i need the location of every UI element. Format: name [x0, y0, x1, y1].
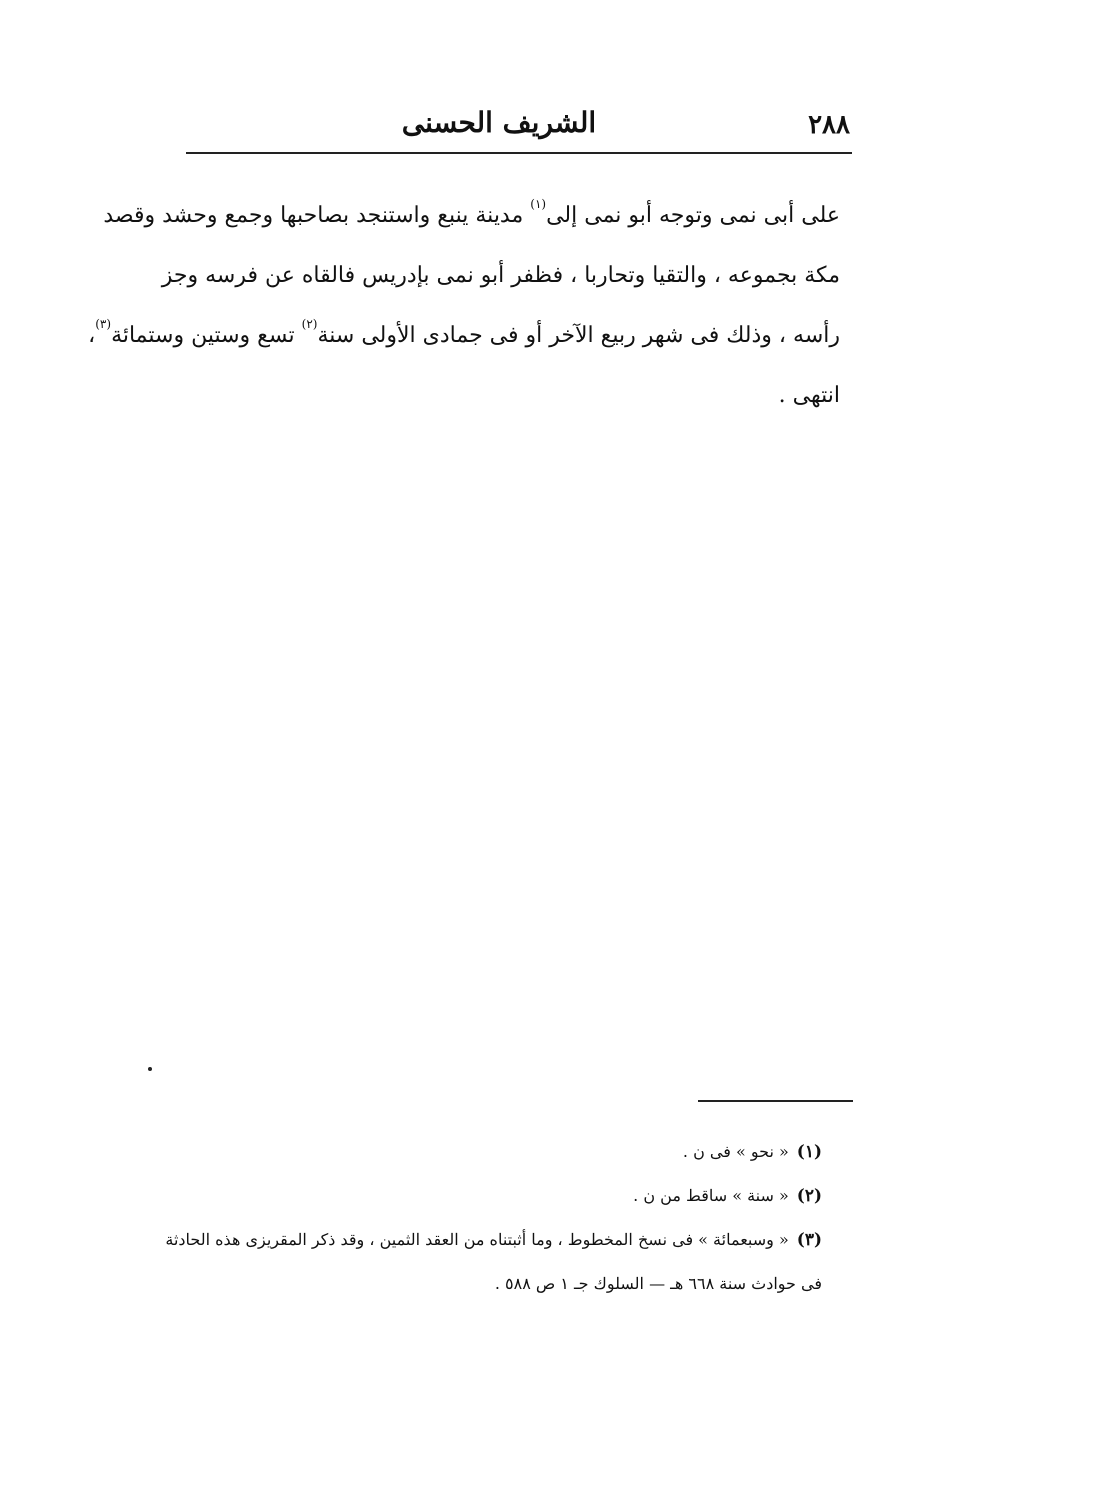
body-line-3-part-a: رأسه ، وذلك فى شهر ربيع الآخر أو فى جمادى الأولى سنة — [317, 323, 840, 348]
print-speck — [148, 1067, 152, 1071]
body-line-1-part-b: مدينة ينبع واستنجد بصاحبها وجمع وحشد وقصد — [103, 203, 531, 228]
body-line-3-part-b: تسع وستين وستمائة — [111, 323, 302, 348]
footnote-ref-3: (٣) — [95, 317, 112, 331]
footnote-number: (٢) — [796, 1186, 822, 1206]
footnote-rule — [698, 1100, 853, 1102]
body-line-1-part-a: على أبى نمى وتوجه أبو نمى إلى — [546, 203, 840, 228]
footnote-ref-1: (١) — [530, 197, 547, 211]
footnote-number: (٣) — [796, 1230, 822, 1250]
body-line-2: مكة بجموعه ، والتقيا وتحاربا ، فظفر أبو نمى بإدريس فالقاه عن فرسه وجز — [161, 263, 840, 288]
header-rule — [186, 152, 852, 154]
body-text — [88, 186, 840, 426]
footnotes — [165, 1130, 822, 1306]
body-line-3 — [88, 306, 840, 366]
body-line-4: انتهى . — [778, 383, 840, 408]
footnote-text: « سنة » ساقط من ن . — [633, 1186, 789, 1205]
footnote-text: « نحو » فى ن . — [682, 1142, 789, 1161]
body-line-3-part-c: ، — [88, 323, 96, 348]
footnote-number: (١) — [796, 1142, 822, 1162]
footnote-text: فى حوادث سنة ٦٦٨ هـ — السلوك جـ ١ ص ٥٨٨ . — [494, 1274, 822, 1293]
page-header — [186, 100, 852, 152]
footnote-ref-2: (٢) — [301, 317, 318, 331]
footnote-text: « وسبعمائة » فى نسخ المخطوط ، وما أثبتناه من العقد الثمين ، وقد ذكر المقريزى هذه الحادثة — [165, 1230, 789, 1249]
footnote-2 — [196, 1174, 822, 1218]
footnote-3 — [165, 1218, 822, 1262]
footnote-3-continued — [196, 1262, 822, 1306]
footnote-1 — [196, 1130, 822, 1174]
running-title: الشريف الحسنى — [401, 106, 597, 139]
page-number: ٢٨٨ — [808, 110, 850, 140]
body-line-1 — [103, 186, 840, 246]
